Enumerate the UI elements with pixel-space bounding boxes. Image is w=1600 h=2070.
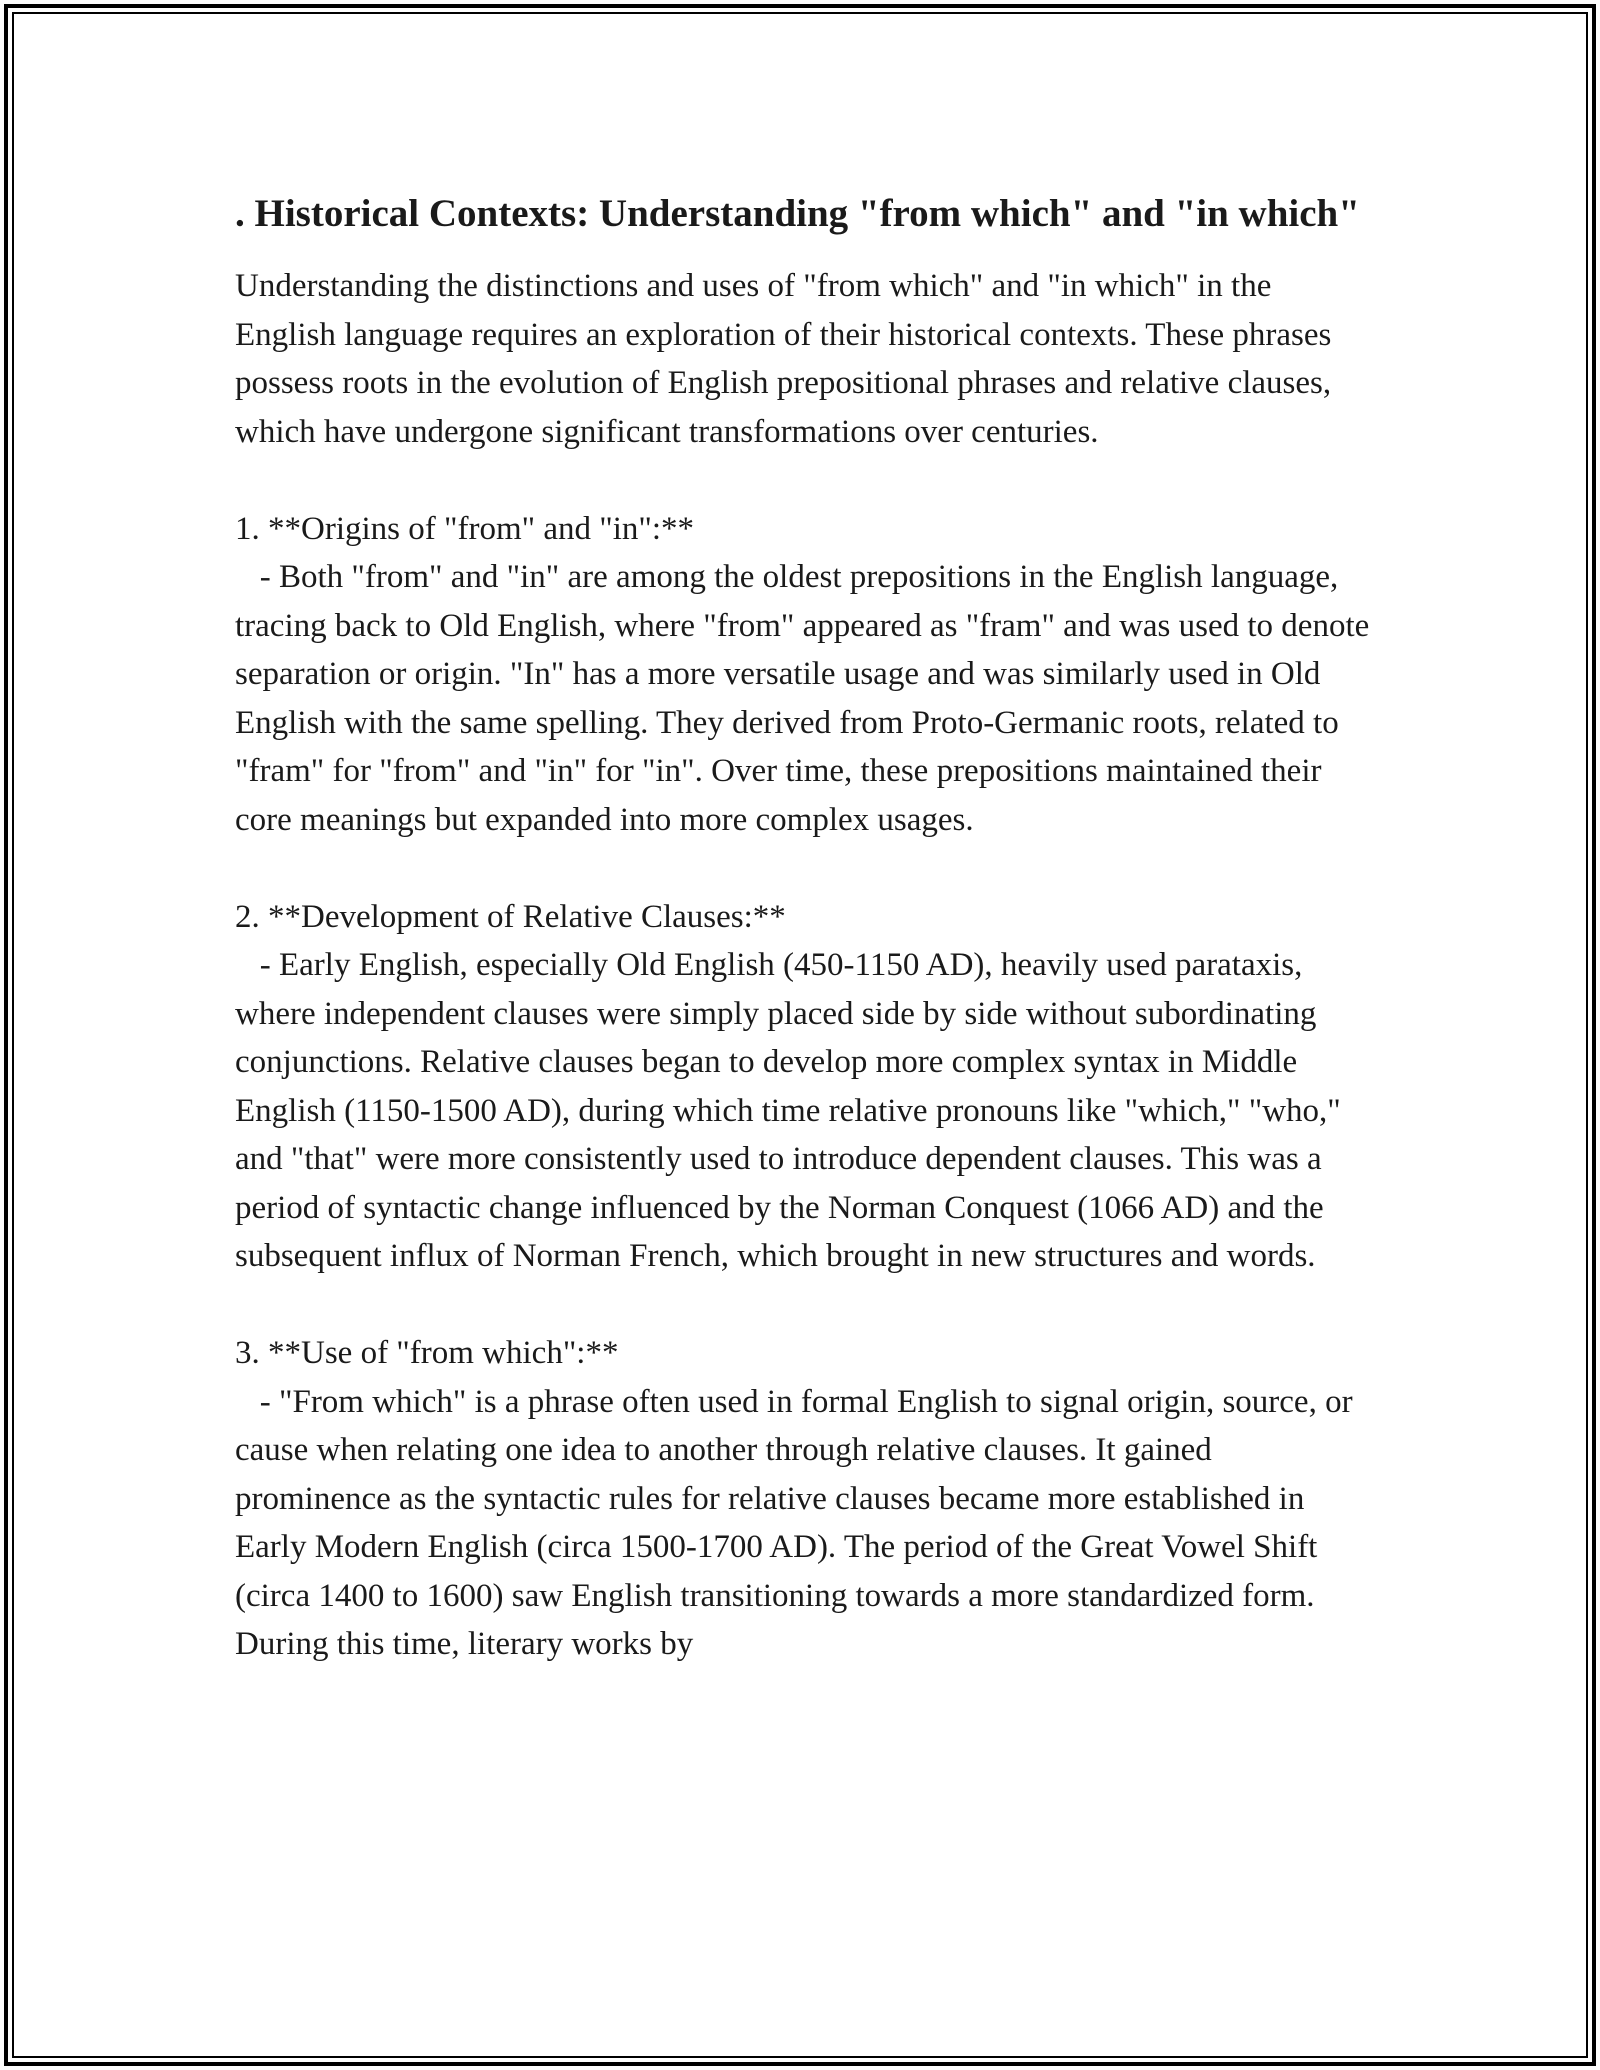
section-heading: 3. **Use of "from which":**: [235, 1335, 619, 1371]
intro-paragraph: Understanding the distinctions and uses of "from which" and "in which" in the English language requires an exploration of their historical contexts. These phrases possess roots in the evolution of English prepositional phrases and relative clauses, which have undergone significant transformations over centuries.: [235, 268, 1340, 450]
section-body: - Early English, especially Old English (450-1150 AD), heavily used parataxis, where independent clauses were simply placed side by side without subordinating conjunctions. Relative clauses began to develop more complex syntax in Middle English (1150-1500 AD), during which time relative pronouns like "which," "who," and "that" were more consistently used to introduce dependent clauses. This was a period of syntactic change influenced by the Norman Conquest (1066 AD) and the subsequent influx of Norman French, which brought in new structures and words.: [235, 947, 1349, 1274]
section-from-which: [235, 1329, 1375, 1669]
section-body: - "From which" is a phrase often used in formal English to signal origin, source, or cause when relating one idea to another through relative clauses. It gained prominence as the syntactic rules for relative clauses became more established in Early Modern English (circa 1500-1700 AD). The period of the Great Vowel Shift (circa 1400 to 1600) saw English transitioning towards a more standardized form. During this time, literary works by: [235, 1383, 1361, 1662]
section-heading: 2. **Development of Relative Clauses:**: [235, 898, 786, 935]
document-body: [235, 186, 1378, 1669]
page-title: . Historical Contexts: Understanding "from which" and "in which": [235, 192, 1360, 235]
section-heading: 1. **Origins of "from" and "in":**: [235, 510, 695, 547]
section-body: - Both "from" and "in" are among the oldest prepositions in the English language, tracing back to Old English, where "from" appeared as "fram" and was used to denote separation or origin. "In" has a more versatile usage and was similarly used in Old English with the same spelling. They derived from Proto-Germanic roots, related to "fram" for "from" and "in" for "in". Over time, these prepositions maintained their core meanings but expanded into more complex usages.: [235, 559, 1378, 838]
section-relative-clauses: [235, 893, 1375, 1281]
section-origins: [235, 505, 1378, 845]
